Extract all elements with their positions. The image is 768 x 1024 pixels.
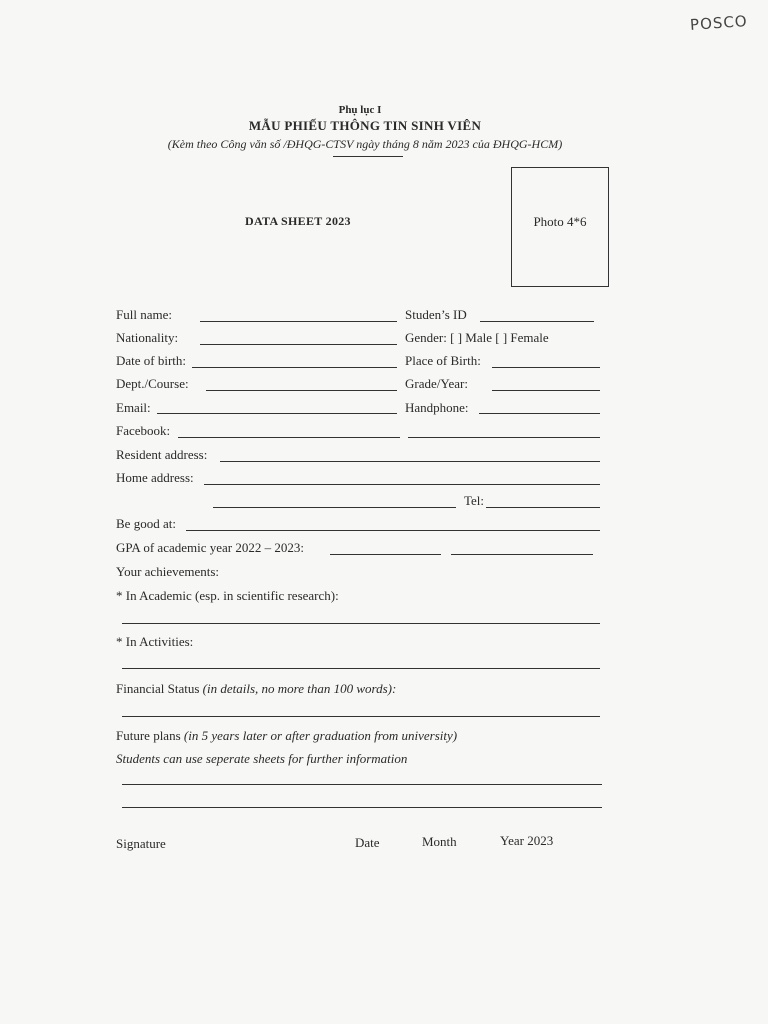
be-good-at-field[interactable] [186, 530, 600, 531]
separate-sheets-note: Students can use seperate sheets for further information [116, 751, 408, 766]
handphone-field[interactable] [479, 413, 600, 414]
year-label: Year 2023 [500, 833, 554, 848]
future-plans [116, 728, 457, 744]
financial-status [116, 681, 396, 697]
reference-line: (Kèm theo Công văn số /ĐHQG-CTSV ngày tháng 8 năm 2023 của ĐHQG-HCM) [167, 137, 563, 151]
email-label: Email: [116, 400, 151, 415]
handwritten-note: POSCO [689, 12, 749, 34]
full-name-label: Full name: [116, 307, 172, 322]
be-good-at-label: Be good at: [116, 516, 176, 531]
financial-label: Financial Status [116, 681, 200, 696]
sheet-title: DATA SHEET 2023 [245, 214, 351, 228]
grade-year-label: Grade/Year: [405, 376, 468, 391]
date-label: Date [355, 835, 380, 850]
dob-field[interactable] [192, 367, 397, 368]
gpa-label: GPA of academic year 2022 – 2023: [116, 540, 304, 555]
future-note: (in 5 years later or after graduation from university) [183, 728, 458, 743]
student-id-label: Studen’s ID [405, 307, 467, 322]
academic-field[interactable] [122, 623, 600, 624]
dept-course-field[interactable] [206, 390, 397, 391]
place-of-birth-field[interactable] [492, 367, 600, 368]
home-address-field[interactable] [204, 484, 600, 485]
future-plans-field-1[interactable] [122, 784, 602, 785]
financial-field[interactable] [122, 716, 600, 717]
signature-label: Signature [116, 836, 166, 851]
gender-options[interactable]: Gender: [ ] Male [ ] Female [405, 330, 549, 345]
in-activities-label: * In Activities: [116, 634, 194, 649]
place-of-birth-label: Place of Birth: [405, 353, 481, 368]
in-academic-label: * In Academic (esp. in scientific research): [116, 588, 339, 603]
achievements-label: Your achievements: [116, 564, 220, 579]
month-label: Month [422, 834, 457, 849]
full-name-field[interactable] [200, 321, 397, 322]
future-plans-field-2[interactable] [122, 807, 602, 808]
form-title: MẪU PHIẾU THÔNG TIN SINH VIÊN [248, 118, 482, 133]
email-field[interactable] [157, 413, 397, 414]
future-label: Future plans [116, 728, 181, 743]
financial-note: (in details, no more than 100 words): [202, 681, 397, 696]
dob-label: Date of birth: [116, 353, 187, 368]
activities-field[interactable] [122, 668, 600, 669]
appendix-label: Phụ lục I [338, 104, 382, 116]
gpa-field[interactable] [330, 554, 441, 555]
facebook-field[interactable] [178, 437, 400, 438]
student-id-field[interactable] [480, 321, 594, 322]
dept-course-label: Dept./Course: [116, 376, 189, 391]
resident-address-field[interactable] [220, 461, 600, 462]
photo-label: Photo 4*6 [533, 214, 587, 229]
nationality-field[interactable] [200, 344, 397, 345]
home-address-label: Home address: [116, 470, 194, 485]
grade-year-field[interactable] [492, 390, 600, 391]
tel-field[interactable] [486, 507, 600, 508]
photo-box[interactable] [511, 167, 609, 287]
resident-address-label: Resident address: [116, 447, 208, 462]
header-underline [333, 156, 403, 157]
nationality-label: Nationality: [116, 330, 179, 345]
facebook-label: Facebook: [116, 423, 171, 438]
home-address-field-extra[interactable] [213, 507, 456, 508]
facebook-field-extra[interactable] [408, 437, 600, 438]
gpa-field-extra[interactable] [451, 554, 593, 555]
tel-label: Tel: [464, 493, 485, 508]
handphone-label: Handphone: [405, 400, 469, 415]
